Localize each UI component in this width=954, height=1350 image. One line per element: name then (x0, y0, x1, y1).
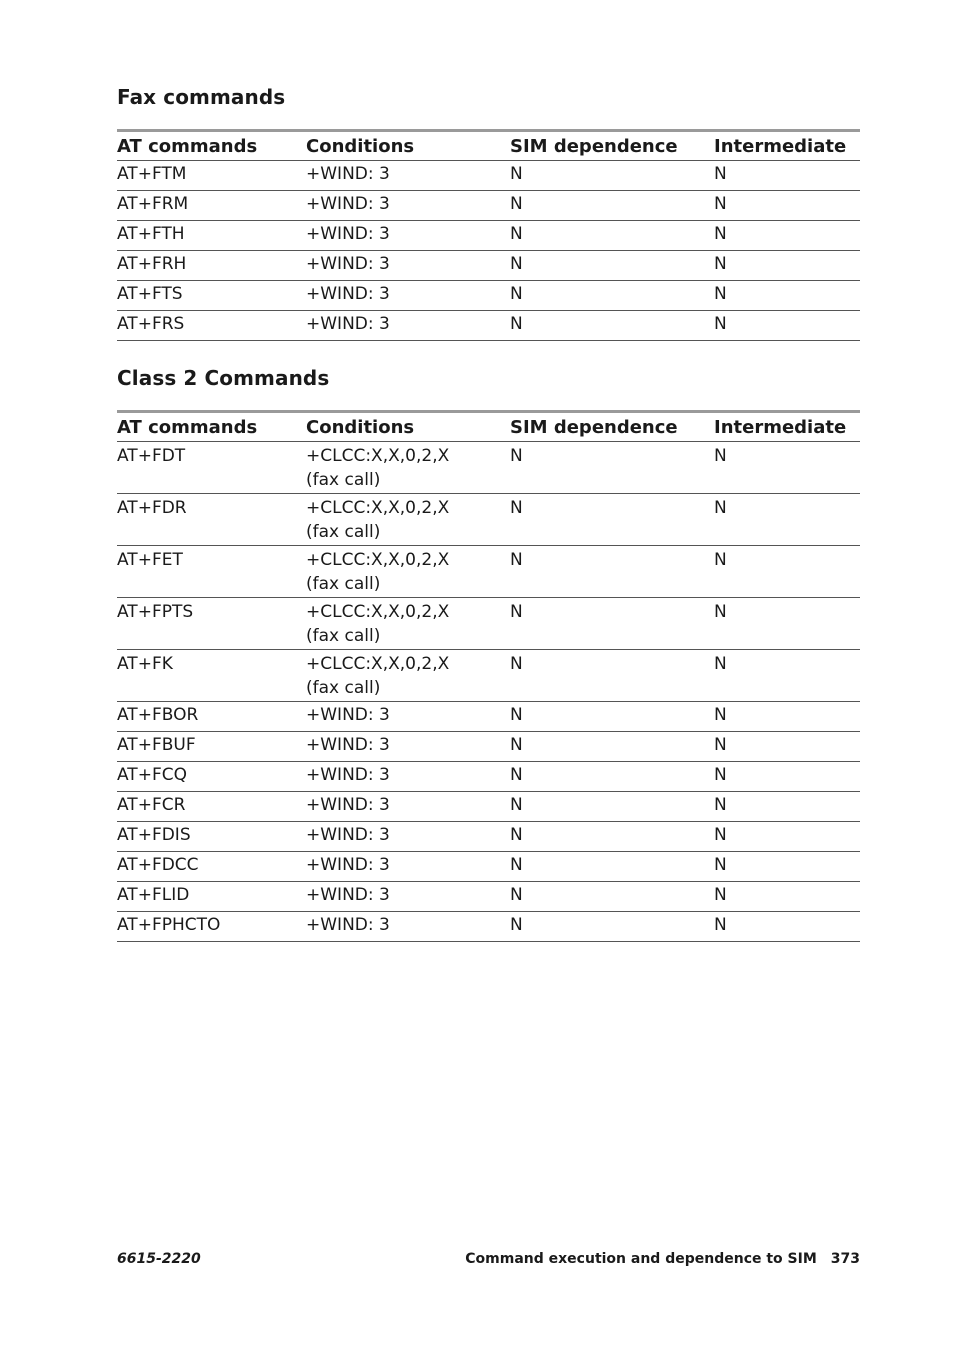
footer-chapter-title: Command execution and dependence to SIM (465, 1251, 817, 1267)
header-intermediate: Intermediate (714, 131, 860, 161)
table-row (117, 191, 860, 221)
command-cell: AT+FTS (117, 281, 306, 311)
condition-cell (306, 650, 510, 702)
table-row (117, 598, 860, 650)
condition-cell: +WIND: 3 (306, 732, 510, 762)
command-cell: AT+FCR (117, 792, 306, 822)
header-intermediate: Intermediate (714, 412, 860, 442)
condition-text: +CLCC:X,X,0,2,X (306, 498, 450, 518)
sim-dependence-cell: N (510, 251, 714, 281)
table-row (117, 852, 860, 882)
table-row (117, 442, 860, 494)
command-cell: AT+FCQ (117, 762, 306, 792)
intermediate-cell: N (714, 732, 860, 762)
table-row (117, 161, 860, 191)
class2-commands-table (117, 410, 860, 942)
condition-cell: +WIND: 3 (306, 702, 510, 732)
fax-table-body (117, 161, 860, 341)
header-at-commands: AT commands (117, 412, 306, 442)
intermediate-cell: N (714, 281, 860, 311)
table-row (117, 762, 860, 792)
condition-text: +CLCC:X,X,0,2,X (306, 550, 450, 570)
condition-cell: +WIND: 3 (306, 912, 510, 942)
condition-text: +CLCC:X,X,0,2,X (306, 654, 450, 674)
table-row (117, 732, 860, 762)
condition-cell: +WIND: 3 (306, 221, 510, 251)
condition-cell: +WIND: 3 (306, 281, 510, 311)
header-at-commands: AT commands (117, 131, 306, 161)
sim-dependence-cell: N (510, 191, 714, 221)
condition-text: +CLCC:X,X,0,2,X (306, 446, 450, 466)
intermediate-cell: N (714, 762, 860, 792)
condition-cell: +WIND: 3 (306, 191, 510, 221)
footer-doc-number: 6615-2220 (117, 1251, 201, 1267)
header-conditions: Conditions (306, 412, 510, 442)
sim-dependence-cell: N (510, 311, 714, 341)
sim-dependence-cell: N (510, 852, 714, 882)
sim-dependence-cell: N (510, 442, 714, 494)
sim-dependence-cell: N (510, 732, 714, 762)
header-sim-dependence: SIM dependence (510, 131, 714, 161)
intermediate-cell: N (714, 702, 860, 732)
table-row (117, 882, 860, 912)
intermediate-cell: N (714, 494, 860, 546)
condition-cell (306, 442, 510, 494)
intermediate-cell: N (714, 546, 860, 598)
command-cell: AT+FRM (117, 191, 306, 221)
sim-dependence-cell: N (510, 822, 714, 852)
sim-dependence-cell: N (510, 161, 714, 191)
footer-chapter-info (465, 1251, 860, 1267)
table-row (117, 702, 860, 732)
intermediate-cell: N (714, 598, 860, 650)
sim-dependence-cell: N (510, 650, 714, 702)
condition-note: (fax call) (306, 574, 381, 594)
intermediate-cell: N (714, 161, 860, 191)
condition-note: (fax call) (306, 626, 381, 646)
table-row (117, 281, 860, 311)
command-cell: AT+FBOR (117, 702, 306, 732)
intermediate-cell: N (714, 852, 860, 882)
command-cell: AT+FET (117, 546, 306, 598)
sim-dependence-cell: N (510, 792, 714, 822)
sim-dependence-cell: N (510, 221, 714, 251)
command-cell: AT+FDIS (117, 822, 306, 852)
sim-dependence-cell: N (510, 546, 714, 598)
condition-note: (fax call) (306, 678, 381, 698)
table-row (117, 650, 860, 702)
intermediate-cell: N (714, 912, 860, 942)
sim-dependence-cell: N (510, 598, 714, 650)
intermediate-cell: N (714, 882, 860, 912)
command-cell: AT+FDT (117, 442, 306, 494)
table-row (117, 912, 860, 942)
command-cell: AT+FDR (117, 494, 306, 546)
condition-cell (306, 598, 510, 650)
condition-cell: +WIND: 3 (306, 762, 510, 792)
intermediate-cell: N (714, 221, 860, 251)
sim-dependence-cell: N (510, 882, 714, 912)
table-row (117, 221, 860, 251)
table-row (117, 822, 860, 852)
condition-cell: +WIND: 3 (306, 161, 510, 191)
table-header-row (117, 131, 860, 161)
sim-dependence-cell: N (510, 494, 714, 546)
command-cell: AT+FBUF (117, 732, 306, 762)
fax-commands-table (117, 129, 860, 341)
table-row (117, 251, 860, 281)
condition-cell: +WIND: 3 (306, 822, 510, 852)
command-cell: AT+FRH (117, 251, 306, 281)
command-cell: AT+FTM (117, 161, 306, 191)
condition-cell: +WIND: 3 (306, 251, 510, 281)
condition-cell: +WIND: 3 (306, 792, 510, 822)
fax-section-title: Fax commands (117, 85, 286, 109)
command-cell: AT+FLID (117, 882, 306, 912)
sim-dependence-cell: N (510, 762, 714, 792)
table-row (117, 494, 860, 546)
header-sim-dependence: SIM dependence (510, 412, 714, 442)
command-cell: AT+FDCC (117, 852, 306, 882)
intermediate-cell: N (714, 650, 860, 702)
intermediate-cell: N (714, 822, 860, 852)
condition-note: (fax call) (306, 470, 381, 490)
table-row (117, 546, 860, 598)
intermediate-cell: N (714, 191, 860, 221)
table-row (117, 311, 860, 341)
command-cell: AT+FK (117, 650, 306, 702)
command-cell: AT+FPHCTO (117, 912, 306, 942)
class2-section-title: Class 2 Commands (117, 366, 330, 390)
command-cell: AT+FPTS (117, 598, 306, 650)
command-cell: AT+FTH (117, 221, 306, 251)
class2-table-body (117, 442, 860, 942)
intermediate-cell: N (714, 442, 860, 494)
condition-note: (fax call) (306, 522, 381, 542)
sim-dependence-cell: N (510, 281, 714, 311)
condition-text: +CLCC:X,X,0,2,X (306, 602, 450, 622)
condition-cell (306, 494, 510, 546)
table-row (117, 792, 860, 822)
sim-dependence-cell: N (510, 912, 714, 942)
header-conditions: Conditions (306, 131, 510, 161)
intermediate-cell: N (714, 311, 860, 341)
sim-dependence-cell: N (510, 702, 714, 732)
condition-cell: +WIND: 3 (306, 882, 510, 912)
condition-cell (306, 546, 510, 598)
intermediate-cell: N (714, 792, 860, 822)
intermediate-cell: N (714, 251, 860, 281)
condition-cell: +WIND: 3 (306, 852, 510, 882)
command-cell: AT+FRS (117, 311, 306, 341)
page-number: 373 (830, 1251, 860, 1267)
condition-cell: +WIND: 3 (306, 311, 510, 341)
table-header-row (117, 412, 860, 442)
